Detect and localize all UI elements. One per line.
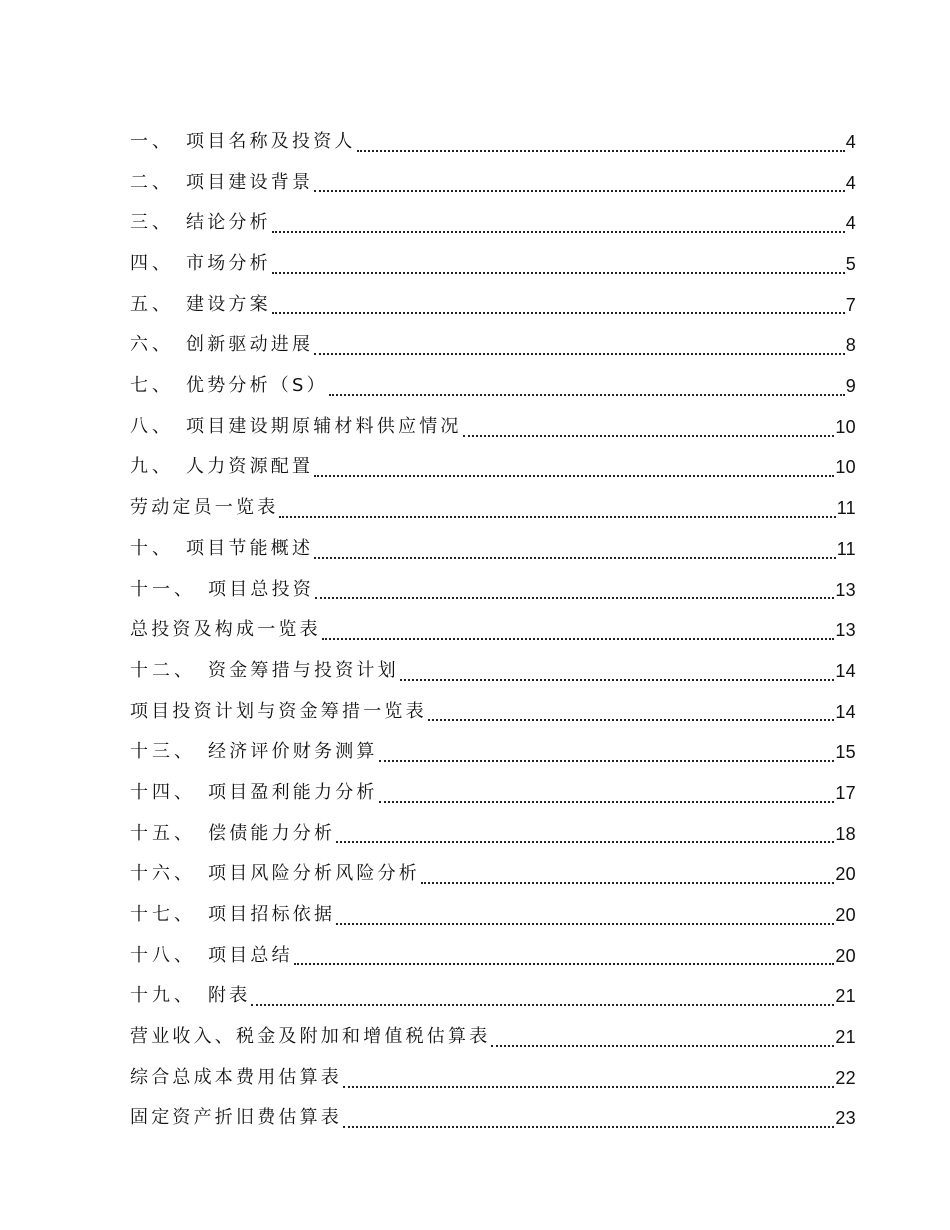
toc-entry-title: 固定资产折旧费估算表: [130, 1107, 342, 1129]
toc-dot-leader: [491, 1045, 834, 1047]
toc-entry-page-number: 21: [835, 986, 856, 1007]
toc-dot-leader: [421, 882, 834, 884]
toc-entry-number: 十六、: [130, 863, 196, 885]
toc-dot-leader: [272, 312, 845, 314]
toc-dot-leader: [279, 516, 835, 518]
toc-entry-title: 营业收入、税金及附加和增值税估算表: [130, 1026, 491, 1048]
toc-entry-title: 项目总投资: [208, 578, 314, 600]
toc-entry-number: 十七、: [130, 904, 196, 926]
toc-entry-number: 九、: [130, 456, 174, 478]
toc-entry[interactable]: [130, 936, 856, 977]
toc-entry-number: 七、: [130, 375, 174, 397]
toc-dot-leader: [336, 841, 834, 843]
toc-dot-leader: [336, 923, 834, 925]
toc-entry-number: 三、: [130, 212, 174, 234]
toc-entry-number: 四、: [130, 253, 174, 275]
toc-entry-title: 附表: [208, 985, 251, 1007]
toc-dot-leader: [272, 231, 845, 233]
toc-entry-title: 项目建设期原辅材料供应情况: [186, 415, 462, 437]
toc-entry-title: 项目名称及投资人: [186, 130, 356, 152]
toc-entry[interactable]: [130, 976, 856, 1017]
toc-entry-page-number: 21: [835, 1027, 856, 1048]
toc-entry[interactable]: [130, 407, 856, 448]
toc-entry-page-number: 20: [835, 945, 856, 966]
toc-entry[interactable]: [130, 1058, 856, 1099]
toc-entry-number: 二、: [130, 171, 174, 193]
toc-entry-number: 十九、: [130, 985, 196, 1007]
toc-dot-leader: [379, 801, 835, 803]
toc-entry-number: 十二、: [130, 659, 196, 681]
toc-entry[interactable]: [130, 244, 856, 285]
toc-entry-number: 十八、: [130, 944, 196, 966]
toc-dot-leader: [357, 150, 845, 152]
toc-dot-leader: [343, 1126, 834, 1128]
toc-entry-page-number: 11: [836, 538, 856, 559]
toc-entry-page-number: 22: [835, 1067, 856, 1088]
toc-entry-page-number: 5: [845, 254, 856, 275]
toc-entry[interactable]: [130, 570, 856, 611]
toc-dot-leader: [400, 679, 835, 681]
toc-entry-title: 人力资源配置: [186, 456, 314, 478]
toc-entry[interactable]: [130, 732, 856, 773]
toc-entry-page-number: 20: [835, 905, 856, 926]
toc-entry[interactable]: [130, 773, 856, 814]
toc-entry-title: 综合总成本费用估算表: [130, 1066, 342, 1088]
toc-dot-leader: [322, 638, 835, 640]
toc-entry-title: 劳动定员一览表: [130, 497, 279, 519]
table-of-contents: [130, 122, 856, 1139]
toc-entry-title: 项目建设背景: [186, 171, 314, 193]
toc-entry-title: 项目风险分析风险分析: [208, 863, 420, 885]
toc-entry-page-number: 8: [845, 335, 856, 356]
toc-entry-page-number: 9: [845, 376, 856, 397]
toc-entry-page-number: 11: [836, 498, 856, 519]
toc-entry[interactable]: [130, 488, 856, 529]
toc-entry-page-number: 4: [845, 172, 856, 193]
toc-entry[interactable]: [130, 529, 856, 570]
toc-dot-leader: [251, 1004, 834, 1006]
toc-dot-leader: [379, 760, 835, 762]
toc-entry[interactable]: [130, 122, 856, 163]
toc-entry-page-number: 4: [845, 131, 856, 152]
toc-entry-page-number: 23: [835, 1108, 856, 1129]
toc-entry-number: 十一、: [130, 578, 196, 600]
toc-entry[interactable]: [130, 1099, 856, 1140]
toc-dot-leader: [314, 190, 844, 192]
toc-entry-title: 经济评价财务测算: [208, 741, 378, 763]
toc-entry[interactable]: [130, 610, 856, 651]
toc-dot-leader: [314, 475, 834, 477]
toc-entry-title: 项目投资计划与资金筹措一览表: [130, 700, 427, 722]
toc-entry[interactable]: [130, 692, 856, 733]
toc-entry-page-number: 15: [835, 742, 856, 763]
toc-entry-title: 创新驱动进展: [186, 334, 314, 356]
toc-entry-page-number: 4: [845, 213, 856, 234]
toc-dot-leader: [314, 353, 844, 355]
toc-dot-leader: [315, 597, 834, 599]
toc-dot-leader: [272, 272, 845, 274]
toc-entry-number: 五、: [130, 293, 174, 315]
toc-entry[interactable]: [130, 854, 856, 895]
toc-entry-title: 建设方案: [186, 293, 271, 315]
toc-entry-title: 偿债能力分析: [208, 822, 336, 844]
toc-entry-number: 八、: [130, 415, 174, 437]
toc-entry-title: 项目招标依据: [208, 904, 336, 926]
toc-entry-page-number: 13: [835, 620, 856, 641]
toc-entry-page-number: 17: [835, 782, 856, 803]
toc-dot-leader: [428, 719, 835, 721]
toc-entry-title: 优势分析（S）: [186, 375, 328, 397]
toc-entry[interactable]: [130, 203, 856, 244]
toc-entry[interactable]: [130, 448, 856, 489]
toc-entry-page-number: 14: [835, 660, 856, 681]
toc-entry-title: 市场分析: [186, 253, 271, 275]
toc-entry-page-number: 13: [835, 579, 856, 600]
toc-entry-title: 结论分析: [186, 212, 271, 234]
toc-entry-title: 项目总结: [208, 944, 293, 966]
toc-entry-page-number: 10: [835, 457, 856, 478]
toc-entry-page-number: 20: [835, 864, 856, 885]
toc-entry-number: 六、: [130, 334, 174, 356]
toc-entry[interactable]: [130, 814, 856, 855]
toc-entry[interactable]: [130, 651, 856, 692]
toc-dot-leader: [314, 557, 836, 559]
toc-dot-leader: [463, 435, 835, 437]
toc-entry-number: 十三、: [130, 741, 196, 763]
toc-entry-page-number: 7: [845, 294, 856, 315]
toc-entry[interactable]: [130, 1017, 856, 1058]
toc-entry[interactable]: [130, 163, 856, 204]
toc-entry-page-number: 14: [835, 701, 856, 722]
toc-entry-number: 十五、: [130, 822, 196, 844]
toc-entry[interactable]: [130, 285, 856, 326]
toc-dot-leader: [343, 1086, 834, 1088]
toc-entry[interactable]: [130, 366, 856, 407]
toc-dot-leader: [329, 394, 845, 396]
toc-entry-title: 资金筹措与投资计划: [208, 659, 399, 681]
toc-entry[interactable]: [130, 325, 856, 366]
toc-entry-number: 一、: [130, 130, 174, 152]
toc-entry-title: 总投资及构成一览表: [130, 619, 321, 641]
toc-entry-number: 十、: [130, 537, 174, 559]
toc-entry-title: 项目盈利能力分析: [208, 781, 378, 803]
toc-entry-page-number: 10: [835, 416, 856, 437]
toc-entry-title: 项目节能概述: [186, 537, 314, 559]
toc-entry[interactable]: [130, 895, 856, 936]
toc-entry-number: 十四、: [130, 781, 196, 803]
toc-dot-leader: [294, 963, 835, 965]
toc-entry-page-number: 18: [835, 823, 856, 844]
